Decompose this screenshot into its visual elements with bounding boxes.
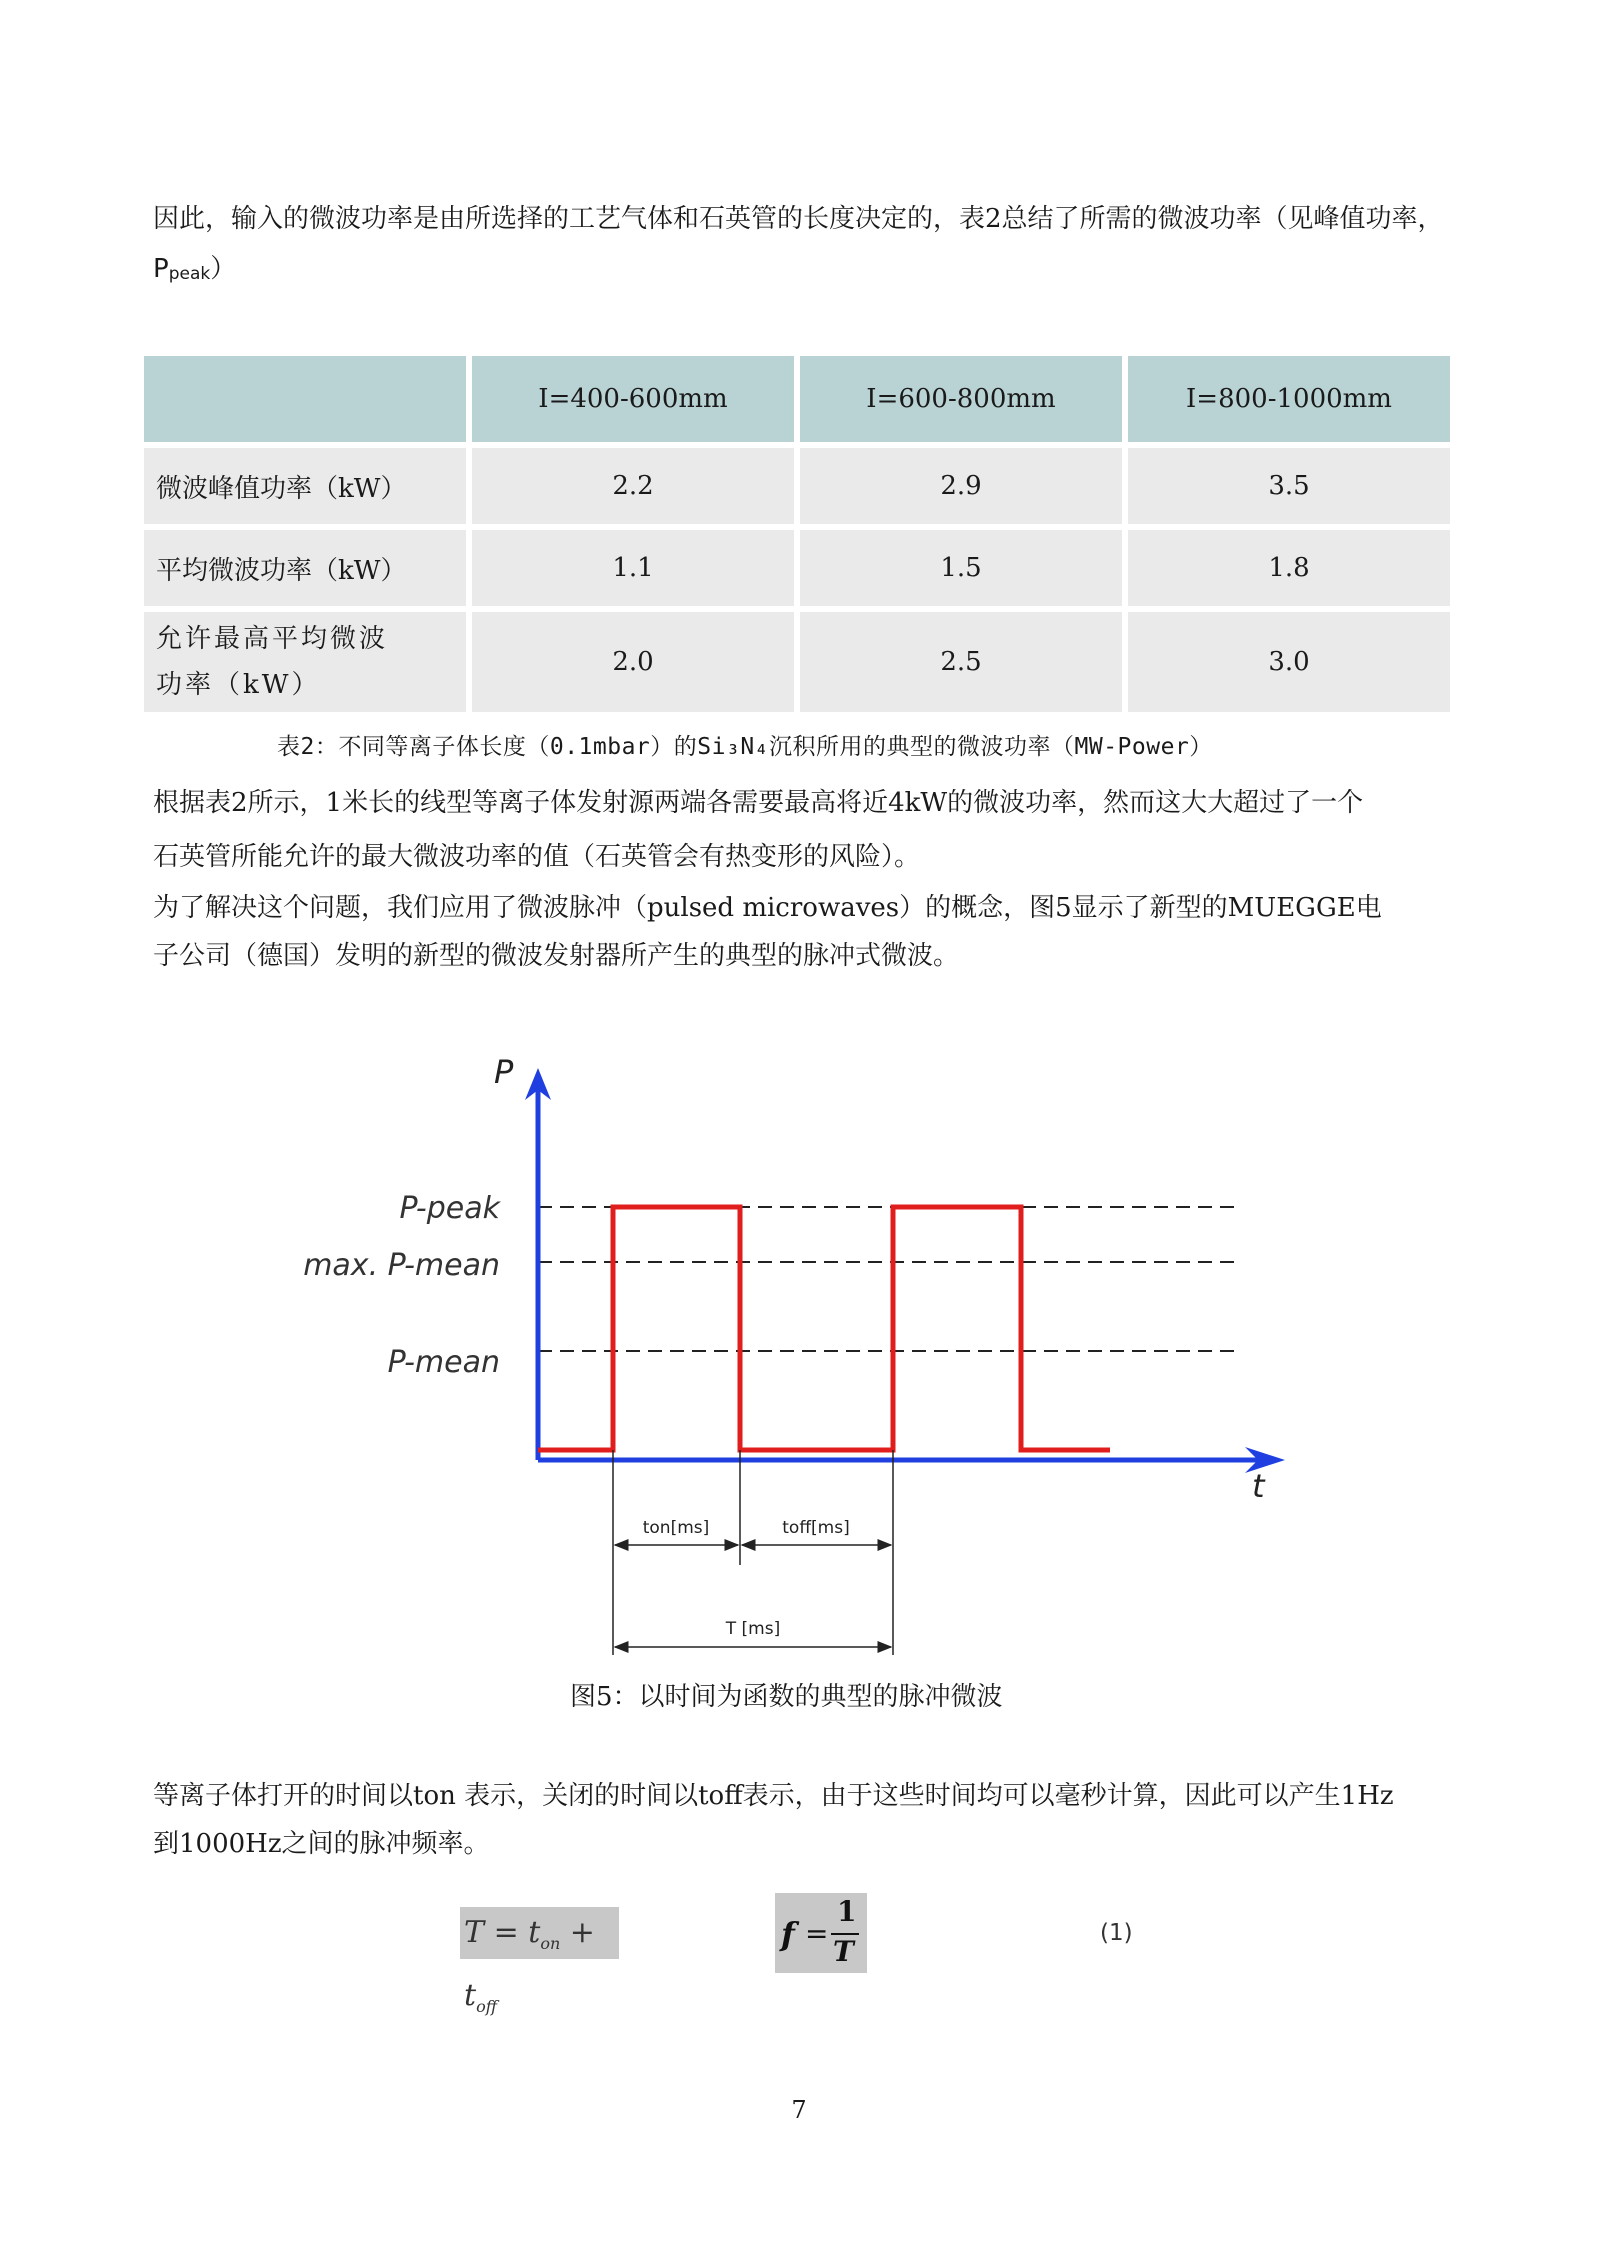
paragraph-2-line2: 石英管所能允许的最大微波功率的值（石英管会有热变形的风险）。 [153,842,921,872]
table-cell: 2.5 [800,612,1122,712]
ton-label: ton[ms] [642,1518,710,1538]
formula-equals: = [493,1915,519,1950]
row-label-peak-power: 微波峰值功率（kW） [144,448,466,524]
figure-caption: 图5：以时间为函数的典型的脉冲微波 [570,1682,1003,1712]
table-cell: 1.5 [800,530,1122,606]
paragraph-4-line2: 到1000Hz之间的脉冲频率。 [153,1829,490,1859]
table-caption: 表2：不同等离子体长度（0.1mbar）的Si₃N₄沉积所用的典型的微波功率（MW-Power） [277,734,1213,760]
p-mean-label: P-mean [387,1345,500,1380]
formula-plus: + [569,1915,595,1950]
p-peak-label: P-peak [399,1191,500,1226]
paragraph-2-line1: 根据表2所示，1米长的线型等离子体发射源两端各需要最高将近4kW的微波功率，然而这大大超过了一个 [153,788,1364,818]
formula-f-equals: = [805,1917,829,1950]
x-axis-label: t [1252,1467,1265,1505]
formula-t-on: t [528,1915,541,1950]
pulse-waveform [538,1207,1110,1450]
table-header-600-800: I=600-800mm [800,356,1122,442]
paragraph-4-line1: 等离子体打开的时间以ton 表示，关闭的时间以toff表示，由于这些时间均可以毫秒计算，因此可以产生1Hz [153,1781,1394,1811]
table-cell: 3.5 [1128,448,1450,524]
row-label-line1: 允许最高平均微波 [156,624,389,654]
toff-label: toff[ms] [782,1518,850,1538]
table-cell: 3.0 [1128,612,1450,712]
period-formula [460,1907,619,2016]
p-peak-main: P [153,254,169,284]
row-label-line2: 功率（kW） [156,670,321,700]
intro-text: 因此，输入的微波功率是由所选择的工艺气体和石英管的长度决定的，表2总结了所需的微波功率（见峰值功率， [153,204,1444,234]
formula-t-off-sub: off [476,1997,498,2016]
table-cell: 1.8 [1128,530,1450,606]
y-axis-label: P [494,1053,514,1091]
table-header-400-600: I=400-600mm [472,356,794,442]
formula-f-numerator: 1 [837,1895,857,1928]
formula-f-denominator: T [833,1935,854,1968]
formula-t-off: t [464,1978,477,2013]
equation-number: (1) [1100,1920,1133,1946]
table-header-800-1000: I=800-1000mm [1128,356,1450,442]
period-label: T [ms] [725,1619,781,1639]
paragraph-4 [153,1772,1453,1868]
formula-f: f [781,1915,795,1953]
p-peak-close: ） [210,254,237,284]
table-cell: 2.0 [472,612,794,712]
max-p-mean-label: max. P-mean [303,1248,500,1283]
paragraph-3-line2: 子公司（德国）发明的新型的微波发射器所产生的典型的脉冲式微波。 [153,941,960,971]
page-number: 7 [791,2096,807,2124]
frequency-formula [775,1893,867,1973]
paragraph-3-line1: 为了解决这个问题，我们应用了微波脉冲（pulsed microwaves）的概念，图5显示了新型的MUEGGE电 [153,893,1382,923]
table-cell: 1.1 [472,530,794,606]
table-cell: 2.9 [800,448,1122,524]
p-peak-subscript: peak [168,264,211,284]
formula-t-on-sub: on [540,1934,561,1953]
table-cell: 2.2 [472,448,794,524]
row-label-mean-power: 平均微波功率（kW） [144,530,466,606]
formula-T: T [464,1915,485,1950]
